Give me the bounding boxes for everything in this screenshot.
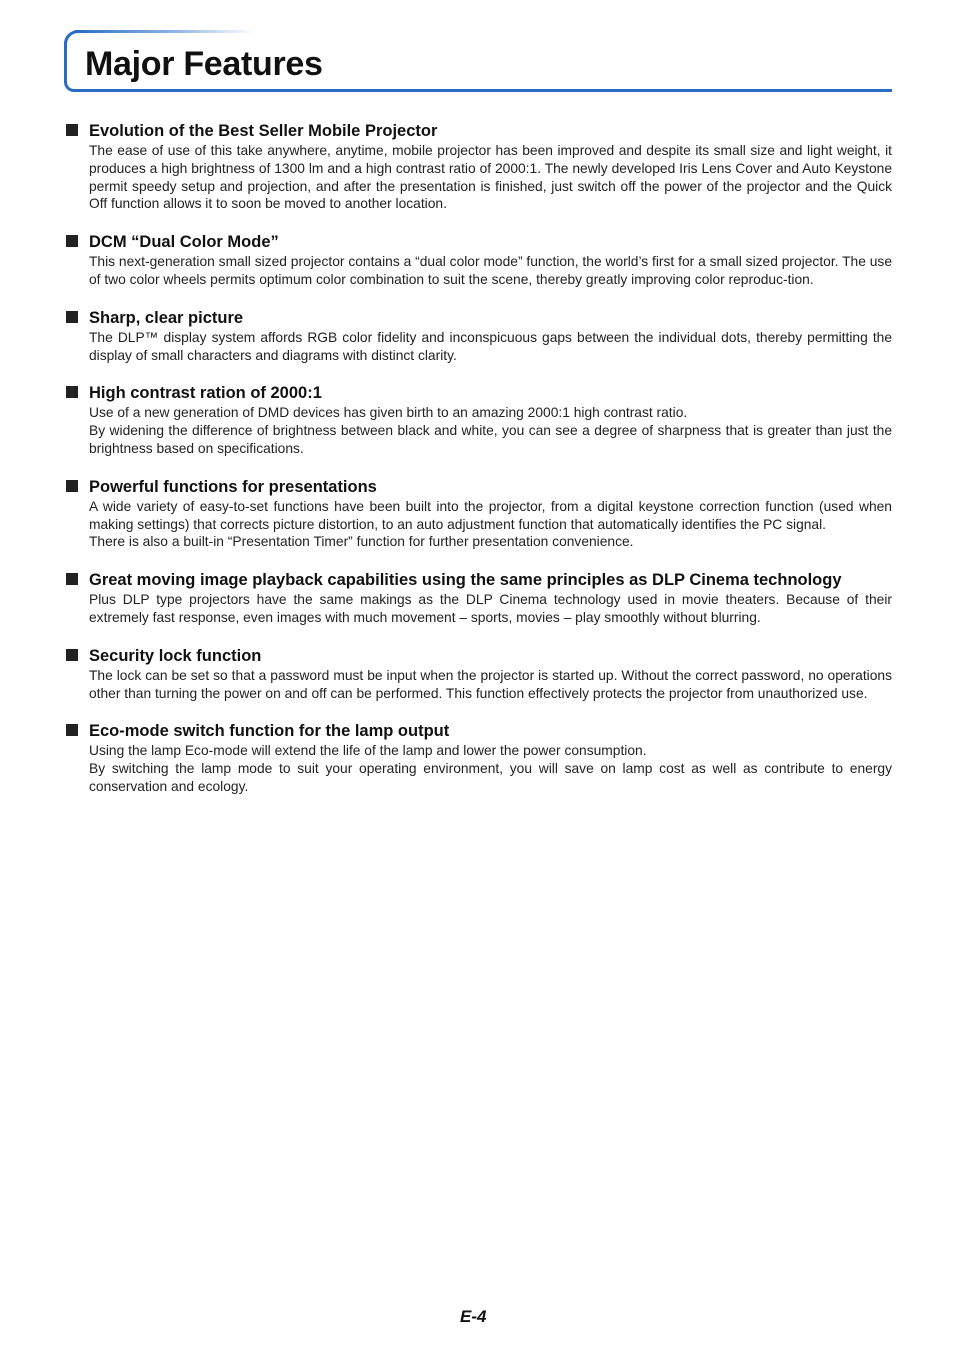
feature-heading-text: Security lock function — [89, 646, 262, 665]
title-frame-corner — [64, 30, 83, 49]
feature-list — [64, 120, 892, 814]
feature-section — [64, 569, 892, 627]
feature-body — [64, 142, 892, 213]
page-title: Major Features — [85, 45, 323, 83]
feature-heading — [64, 720, 892, 742]
feature-paragraph: The lock can be set so that a password must be input when the projector is started up. Without the correct password, no operations other than turning the power on and off can be performed. This function effectively protects the projector from unauthorized use. — [89, 667, 892, 701]
feature-body — [64, 253, 892, 289]
feature-section — [64, 720, 892, 795]
feature-heading-text: DCM “Dual Color Mode” — [89, 233, 279, 252]
feature-paragraph: The DLP™ display system affords RGB color fidelity and inconspicuous gaps between the individual dots, thereby permitting the display of small characters and diagrams with distinct clarity. — [89, 329, 892, 363]
feature-section — [64, 307, 892, 365]
feature-heading — [64, 382, 892, 404]
feature-paragraph: There is also a built-in “Presentation Timer” function for further presentation convenience. — [89, 534, 634, 550]
square-bullet-icon — [66, 235, 78, 247]
square-bullet-icon — [66, 124, 78, 136]
feature-body — [64, 404, 892, 457]
feature-section — [64, 231, 892, 289]
feature-body — [64, 591, 892, 627]
feature-body — [64, 498, 892, 551]
feature-section — [64, 645, 892, 703]
feature-heading-text: Evolution of the Best Seller Mobile Projector — [89, 122, 438, 140]
square-bullet-icon — [66, 573, 78, 585]
square-bullet-icon — [66, 386, 78, 398]
feature-body — [64, 329, 892, 365]
square-bullet-icon — [66, 724, 78, 736]
feature-heading-text: Powerful functions for presentations — [89, 477, 377, 496]
feature-heading-text: Sharp, clear picture — [89, 308, 244, 327]
feature-heading-text: Great moving image playback capabilities using the same principles as DLP Cinema technology — [89, 571, 842, 590]
feature-section — [64, 382, 892, 457]
feature-paragraph: A wide variety of easy-to-set functions have been built into the projector, from a digital keystone correction function (used when making settings) that corrects picture distortion, to an auto adjustment function that automatically identifies the PC signal. — [89, 498, 892, 532]
feature-paragraph: Use of a new generation of DMD devices has given birth to an amazing 2000:1 high contrast ratio. — [89, 405, 688, 421]
square-bullet-icon — [66, 480, 78, 492]
feature-body — [64, 742, 892, 795]
feature-paragraph: By widening the difference of brightness between black and white, you can see a degree of sharpness that is greater than just the brightness based on specifications. — [89, 423, 892, 456]
feature-heading-text: High contrast ration of 2000:1 — [89, 384, 322, 403]
feature-heading — [64, 120, 892, 142]
feature-heading — [64, 569, 892, 591]
feature-section — [64, 120, 892, 213]
feature-body — [64, 667, 892, 703]
feature-section — [64, 476, 892, 551]
feature-heading — [64, 231, 892, 253]
feature-heading-text: Eco-mode switch function for the lamp output — [89, 722, 450, 741]
title-frame-gradient — [75, 30, 255, 33]
feature-heading — [64, 307, 892, 329]
feature-paragraph: Plus DLP type projectors have the same makings as the DLP Cinema technology used in movie theaters. Because of their extremely fast response, even images with much movement – sports, movies – play smoothly without blurring. — [89, 592, 892, 625]
square-bullet-icon — [66, 649, 78, 661]
feature-heading — [64, 645, 892, 667]
feature-paragraph: The ease of use of this take anywhere, anytime, mobile projector has been improved and despite its small size and light weight, it produces a high brightness of 1300 lm and a high contrast ratio of 2000:1. The newly developed Iris Lens Cover and Auto Keystone permit speedy setup and projection, and after the presentation is finished, just switch off the power of the projector and the Quick Off function allows it to soon be moved to another location. — [89, 143, 892, 212]
page-number: E-4 — [460, 1307, 487, 1326]
feature-heading — [64, 476, 892, 498]
feature-paragraph: Using the lamp Eco-mode will extend the life of the lamp and lower the power consumption. — [89, 743, 647, 759]
feature-paragraph: This next-generation small sized projector contains a “dual color mode” function, the world’s first for a small sized projector. The use of two color wheels permits optimum color combination to suit the scene, thereby greatly improving color reproduc-tion. — [89, 254, 892, 287]
square-bullet-icon — [66, 311, 78, 323]
feature-paragraph: By switching the lamp mode to suit your operating environment, you will save on lamp cost as well as contribute to energy conservation and ecology. — [89, 761, 892, 794]
